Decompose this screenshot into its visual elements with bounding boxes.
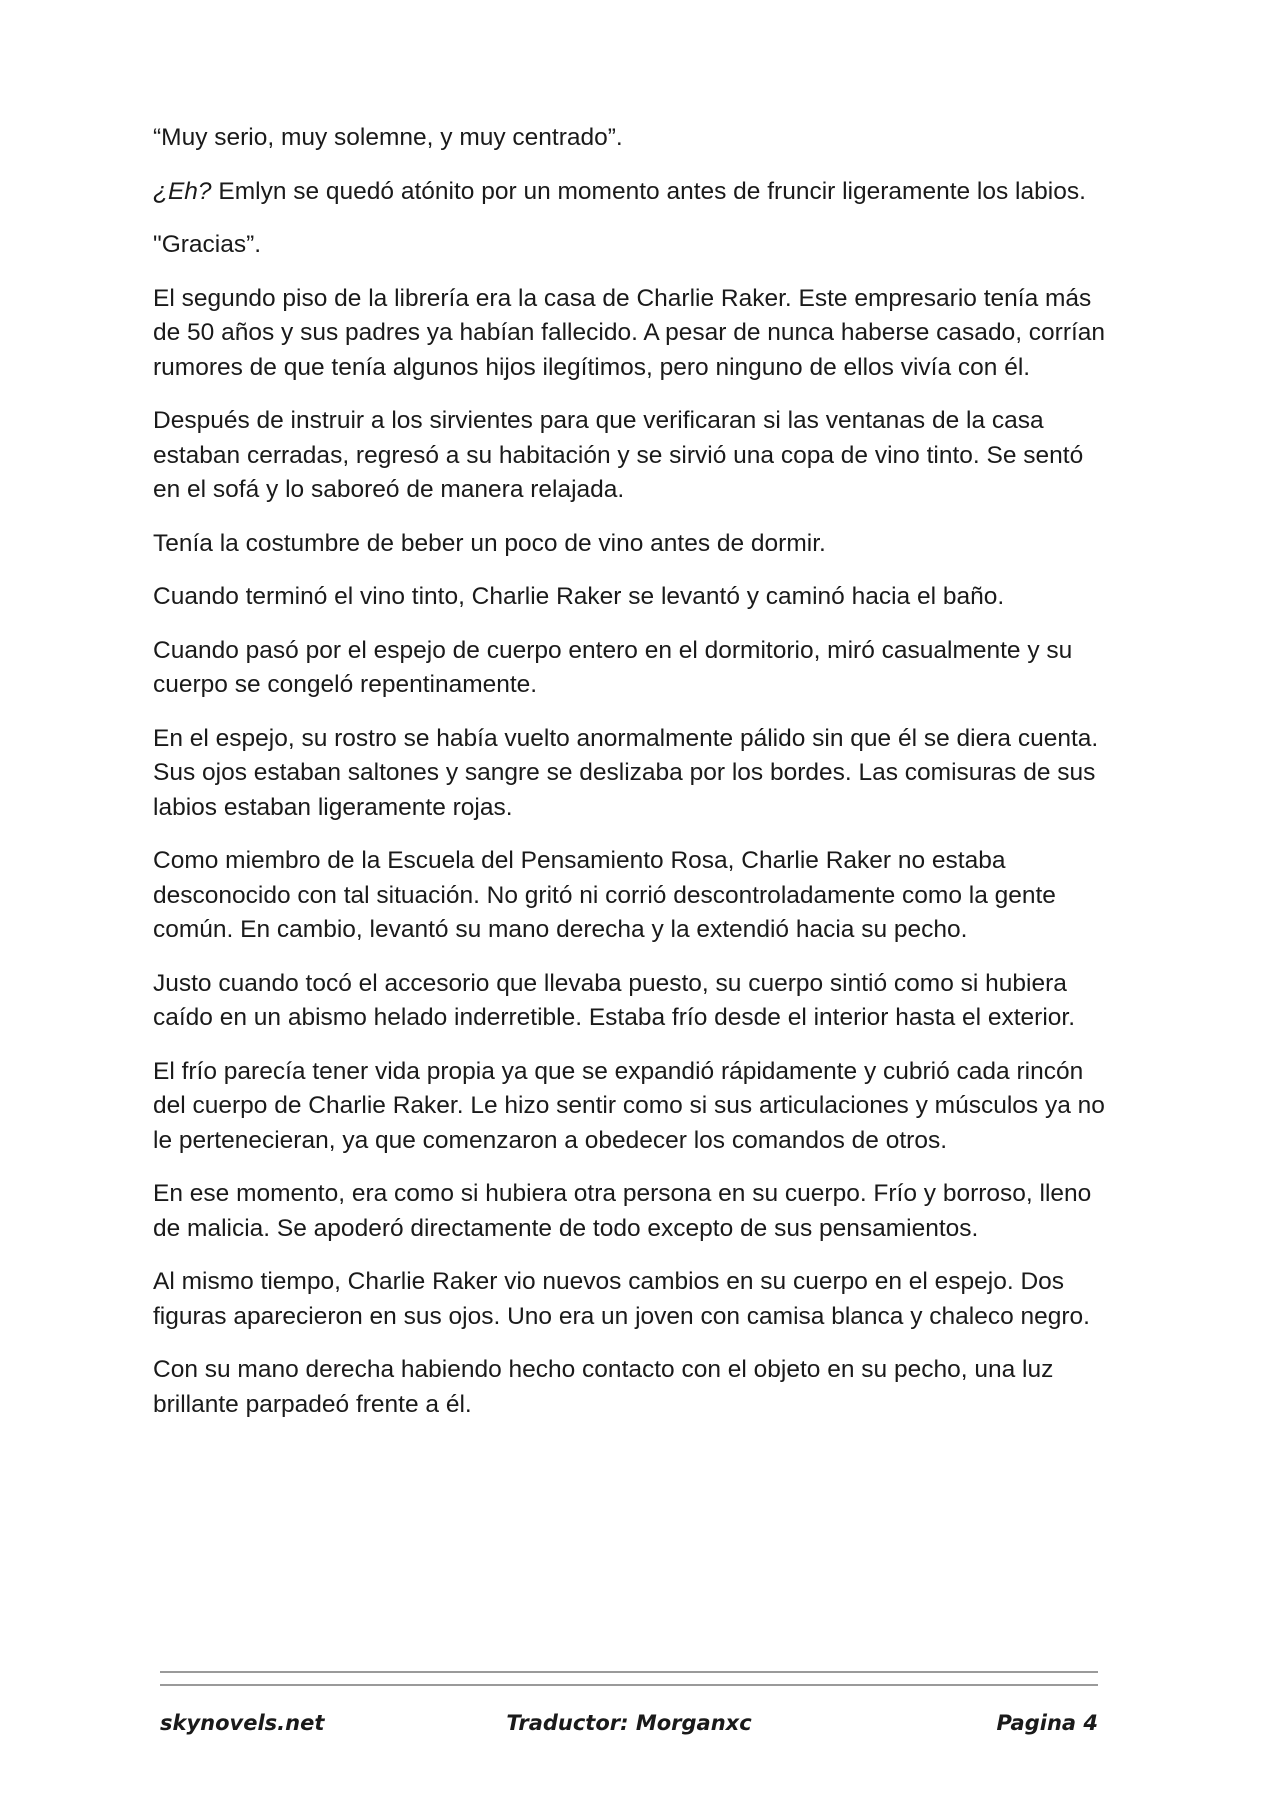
footer-translator: Traductor: Morganxc [506,1711,752,1735]
paragraph [153,527,1113,562]
paragraph-text: Al mismo tiempo, Charlie Raker vio nuevos cambios en su cuerpo en el espejo. Dos figuras aparecieron en sus ojos. Uno era un joven con camisa blanca y chaleco negro. [153,1268,1090,1330]
paragraph [153,282,1113,386]
paragraph-text: Justo cuando tocó el accesorio que llevaba puesto, su cuerpo sintió como si hubiera caído en un abismo helado inderretible. Estaba frío desde el interior hasta el exterior. [153,969,1076,1031]
paragraph-text: "Gracias”. [153,231,262,258]
paragraph [153,722,1113,826]
document-body [153,121,1113,1441]
footer-page-number: Pagina 4 [996,1711,1098,1735]
paragraph [153,634,1113,703]
paragraph [153,1353,1113,1422]
paragraph-text: Emlyn se quedó atónito por un momento antes de fruncir ligeramente los labios. [211,177,1086,205]
paragraph [153,580,1113,615]
paragraph-text: Cuando terminó el vino tinto, Charlie Raker se levantó y caminó hacia el baño. [153,583,1005,610]
footer-site: skynovels.net [160,1711,325,1735]
paragraph-text: En el espejo, su rostro se había vuelto anormalmente pálido sin que él se diera cuenta. Sus ojos estaban saltones y sangre se deslizaba por los bordes. Las comisuras de sus labios estaban ligeramente rojas. [153,724,1099,821]
paragraph-text: Con su mano derecha habiendo hecho contacto con el objeto en su pecho, una luz brillante parpadeó frente a él. [153,1356,1054,1418]
paragraph-text: “Muy serio, muy solemne, y muy centrado”. [153,124,623,151]
paragraph [153,967,1113,1036]
paragraph [153,175,1113,210]
paragraph-text: Cuando pasó por el espejo de cuerpo entero en el dormitorio, miró casualmente y su cuerpo se congeló repentinamente. [153,636,1073,698]
paragraph [153,844,1113,948]
footer-rules [160,1671,1098,1697]
paragraph-text: Después de instruir a los sirvientes para que verificaran si las ventanas de la casa estaban cerradas, regresó a su habitación y se sirvió una copa de vino tinto. Se sentó en el sofá y lo saboreó de manera relajada. [153,407,1084,503]
paragraph [153,1265,1113,1334]
paragraph-italic-lead: ¿Eh? [153,177,212,205]
paragraph-text: El frío parecía tener vida propia ya que se expandió rápidamente y cubrió cada rincón del cuerpo de Charlie Raker. Le hizo sentir como si sus articulaciones y músculos ya no le pertenecieran, ya que comenzaron a obedecer los comandos de otros. [153,1057,1105,1154]
footer-divider [160,1684,1098,1686]
paragraph [153,1177,1113,1246]
page-footer [160,1711,1098,1751]
paragraph [153,404,1113,508]
paragraph-text: En ese momento, era como si hubiera otra persona en su cuerpo. Frío y borroso, lleno de malicia. Se apoderó directamente de todo excepto de sus pensamientos. [153,1180,1092,1242]
paragraph-text: El segundo piso de la librería era la casa de Charlie Raker. Este empresario tenía más de 50 años y sus padres ya habían fallecido. A pesar de nunca haberse casado, corrían rumores de que tenía algunos hijos ilegítimos, pero ninguno de ellos vivía con él. [153,284,1106,381]
paragraph [153,1055,1113,1159]
paragraph-text: Tenía la costumbre de beber un poco de vino antes de dormir. [153,529,826,557]
paragraph [153,121,1113,156]
footer-divider [160,1671,1098,1673]
paragraph [153,228,1113,263]
paragraph-text: Como miembro de la Escuela del Pensamiento Rosa, Charlie Raker no estaba desconocido con tal situación. No gritó ni corrió descontroladamente como la gente común. En cambio, levantó su mano derecha y la extendió hacia su pecho. [153,847,1056,943]
